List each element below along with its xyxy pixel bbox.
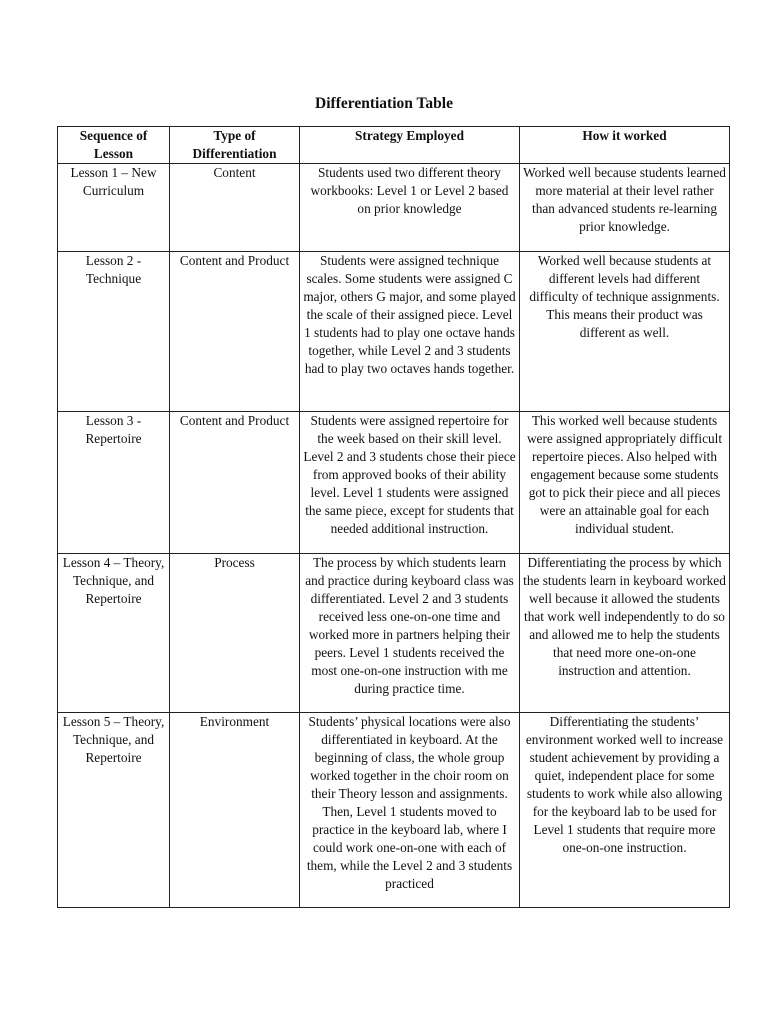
cell-type: Content and Product: [170, 412, 300, 554]
table-header-row: [58, 127, 730, 164]
header-type: Type of Differentiation: [170, 127, 300, 164]
cell-how: This worked well because students were assigned appropriately difficult repertoire pieces. Also helped with engagement because some students got to pick their piece and all pieces were an attainable goal for each individual student.: [520, 412, 730, 554]
header-strategy: Strategy Employed: [300, 127, 520, 164]
cell-sequence: Lesson 1 – New Curriculum: [58, 164, 170, 252]
cell-sequence: Lesson 5 – Theory, Technique, and Repertoire: [58, 713, 170, 908]
cell-strategy: Students’ physical locations were also differentiated in keyboard. At the beginning of class, the whole group worked together in the choir room on their Theory lesson and assignments. Then, Level 1 students moved to practice in the keyboard lab, where I could work one-on-one with each of them, while the Level 2 and 3 students practiced: [300, 713, 520, 908]
cell-type: Environment: [170, 713, 300, 908]
cell-how: Differentiating the students’ environment worked well to increase student achievement by providing a quiet, independent place for some students to work while also allowing for the keyboard lab to be used for Level 1 students that require more one-on-one instruction.: [520, 713, 730, 908]
cell-sequence: Lesson 2 - Technique: [58, 252, 170, 412]
cell-type: Content and Product: [170, 252, 300, 412]
header-sequence: Sequence of Lesson: [58, 127, 170, 164]
cell-strategy: Students used two different theory workbooks: Level 1 or Level 2 based on prior knowledge: [300, 164, 520, 252]
cell-type: Process: [170, 554, 300, 713]
table-row: [58, 554, 730, 713]
table-row: [58, 713, 730, 908]
table-row: [58, 252, 730, 412]
table-row: [58, 412, 730, 554]
cell-sequence: Lesson 3 - Repertoire: [58, 412, 170, 554]
header-how: How it worked: [520, 127, 730, 164]
differentiation-table: [57, 126, 730, 908]
cell-sequence: Lesson 4 – Theory, Technique, and Repertoire: [58, 554, 170, 713]
cell-how: Worked well because students at different levels had different difficulty of technique assignments. This means their product was different as well.: [520, 252, 730, 412]
table-row: [58, 164, 730, 252]
cell-how: Worked well because students learned more material at their level rather than advanced students re-learning prior knowledge.: [520, 164, 730, 252]
cell-strategy: Students were assigned technique scales. Some students were assigned C major, others G major, and some played the scale of their assigned piece. Level 1 students had to play one octave hands together, while Level 2 and 3 students had to play two octaves hands together.: [300, 252, 520, 412]
cell-strategy: Students were assigned repertoire for the week based on their skill level. Level 2 and 3 students chose their piece from approved books of their ability level. Level 1 students were assigned the same piece, except for students that needed additional instruction.: [300, 412, 520, 554]
document-title: Differentiation Table: [315, 95, 453, 112]
cell-strategy: The process by which students learn and practice during keyboard class was differentiated. Level 2 and 3 students received less one-on-one time and worked more in partners helping their peers. Level 1 students received the most one-on-one instruction with me during practice time.: [300, 554, 520, 713]
cell-how: Differentiating the process by which the students learn in keyboard worked well because it allowed the students that work well independently to do so and allowed me to help the students that need more one-on-one instruction and attention.: [520, 554, 730, 713]
cell-type: Content: [170, 164, 300, 252]
